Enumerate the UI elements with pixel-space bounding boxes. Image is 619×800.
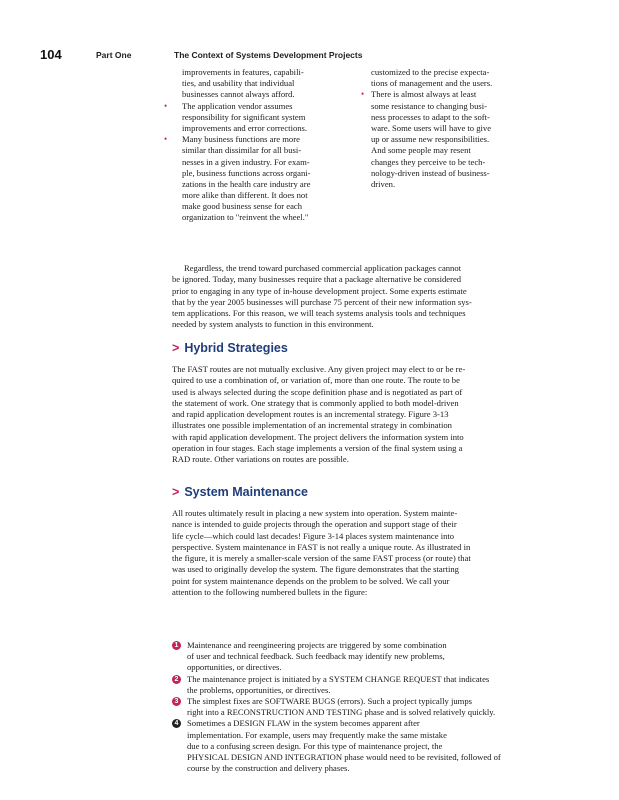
text-line: The FAST routes are not mutually exclusive. Any given project may elect to or be re- [172,364,466,374]
text-line: operation in four stages. Each stage implements a version of the final system using a [172,443,463,454]
paragraph-regardless [172,263,550,331]
text-line: nance is intended to guide projects through the operation and support stage of their [172,519,457,530]
text-line: be ignored. Today, many businesses require that a package alternative be considered [172,274,462,285]
paragraph-hybrid [172,364,550,466]
text-line: changes they perceive to be tech- [371,156,486,167]
text-line: improvements and error corrections. [182,122,308,133]
text-line: life cycle—which could last decades! Figure 3-14 places system maintenance into [172,530,455,541]
text-line: RAD route. Other variations on routes are possible. [172,454,349,465]
page-header [0,47,619,63]
text-line: the problems, opportunities, or directives. [187,684,331,695]
bullet-icon: • [361,89,365,100]
bullet-icon: • [164,100,168,111]
list-item: 3 The simplest fixes are SOFTWARE BUGS (errors). Such a project typically jumps [172,696,552,707]
text-line: And some people may resent [371,145,471,156]
text-line: used is always selected during the scope definition phase and is negotiated as part of [172,386,463,397]
bullet-icon: • [164,134,168,145]
bullet-item: • There is almost always at least [361,89,477,100]
list-item: 2 The maintenance project is initiated by a SYSTEM CHANGE REQUEST that indicates [172,674,552,685]
text-line: some resistance to changing busi- [371,100,487,111]
number-3-icon: 3 [172,697,181,706]
text-line: perspective. System maintenance in FAST is not really a unique route. As illustrated in [172,541,471,552]
text-line: that by the year 2005 businesses will purchase 75 percent of their new information sys- [172,296,472,307]
text-line: with rapid application development. The project delivers the information system into [172,431,464,442]
text-line: illustrates one possible implementation of an incremental strategy in combination [172,420,452,431]
chapter-title: The Context of Systems Development Projects [174,50,363,60]
text-line: up or assume new responsibilities. [371,134,490,145]
text-line: point for system maintenance depends on the problem to be solved. We call your [172,575,450,586]
text-line: customized to the precise expecta- [371,67,490,77]
text-line: make good business sense for each [182,201,303,212]
chevron-right-icon: > [172,341,180,355]
text-line: attention to the following numbered bullets in the figure: [172,587,368,598]
text-line: All routes ultimately result in placing a new system into operation. System mainte- [172,508,458,518]
page-number: 104 [40,47,62,62]
text-line: zations in the health care industry are [182,178,311,189]
text-line: businesses cannot always afford. [182,89,295,100]
text-line: tions of management and the users. [371,78,493,89]
chevron-right-icon: > [172,485,180,499]
text-line: organization to "reinvent the wheel." [182,212,309,223]
part-label: Part One [96,50,132,60]
text-line: more alike than different. It does not [182,190,308,201]
bullet-item: • The application vendor assumes [164,100,293,111]
text-line: needed by system analysts to function in this environment. [172,319,374,330]
text-line: ties, and usability that individual [182,78,295,89]
text-line: PHYSICAL DESIGN AND INTEGRATION phase would need to be revisited, followed of [187,751,501,762]
section-heading-hybrid: > Hybrid Strategies [172,341,288,355]
text-line: the figure, it is merely a smaller-scale version of the same FAST process (or route) that [172,553,471,564]
text-line: ware. Some users will have to give [371,122,492,133]
text-line: similar than dissimilar for all busi- [182,145,302,156]
text-line: nesses in a given industry. For exam- [182,156,310,167]
text-line: driven. [371,178,396,189]
numbered-list [172,640,552,774]
section-heading-maintenance: > System Maintenance [172,485,308,499]
text-line: Regardless, the trend toward purchased commercial application packages cannot [184,263,462,273]
list-item: 4 Sometimes a DESIGN FLAW in the system becomes apparent after [172,718,552,729]
text-line: ness processes to adapt to the soft- [371,111,490,122]
text-line: quired to use a combination of, or variation of, more than one route. The route to be [172,375,460,386]
text-line: tem applications. For this reason, we will teach systems analysis tools and techniques [172,308,466,319]
text-line: the statement of work. One strategy that is commonly applied to both model-driven [172,397,459,408]
text-line: due to a confusing screen design. For this type of maintenance project, the [187,740,443,751]
text-line: responsibility for significant system [182,111,306,122]
text-line: improvements in features, capabili- [182,67,304,77]
text-line: was used to originally develop the system. The figure demonstrates that the starting [172,564,459,575]
text-line: implementation. For example, users may frequently make the same mistake [187,729,447,740]
text-line: nology-driven instead of business- [371,167,490,178]
text-line: right into a RECONSTRUCTION AND TESTING phase and is solved relatively quickly. [187,707,496,718]
text-line: ple, business functions across organi- [182,167,311,178]
text-line: of user and technical feedback. Such feedback may identify new problems, [187,651,445,662]
text-line: and rapid application development routes is an incremental strategy. Figure 3-13 [172,409,449,420]
text-line: course by the construction and delivery phases. [187,763,350,774]
list-item: 1 Maintenance and reengineering projects are triggered by some combination [172,640,552,651]
number-2-icon: 2 [172,675,181,684]
right-column [363,67,543,190]
left-column [164,67,365,224]
text-line: opportunities, or directives. [187,662,282,673]
number-1-icon: 1 [172,641,181,650]
text-line: prior to engaging in any type of in-house development project. Some experts estimate [172,285,467,296]
paragraph-maintenance [172,508,550,598]
bullet-item: • Many business functions are more [164,134,300,145]
number-4-icon: 4 [172,719,181,728]
